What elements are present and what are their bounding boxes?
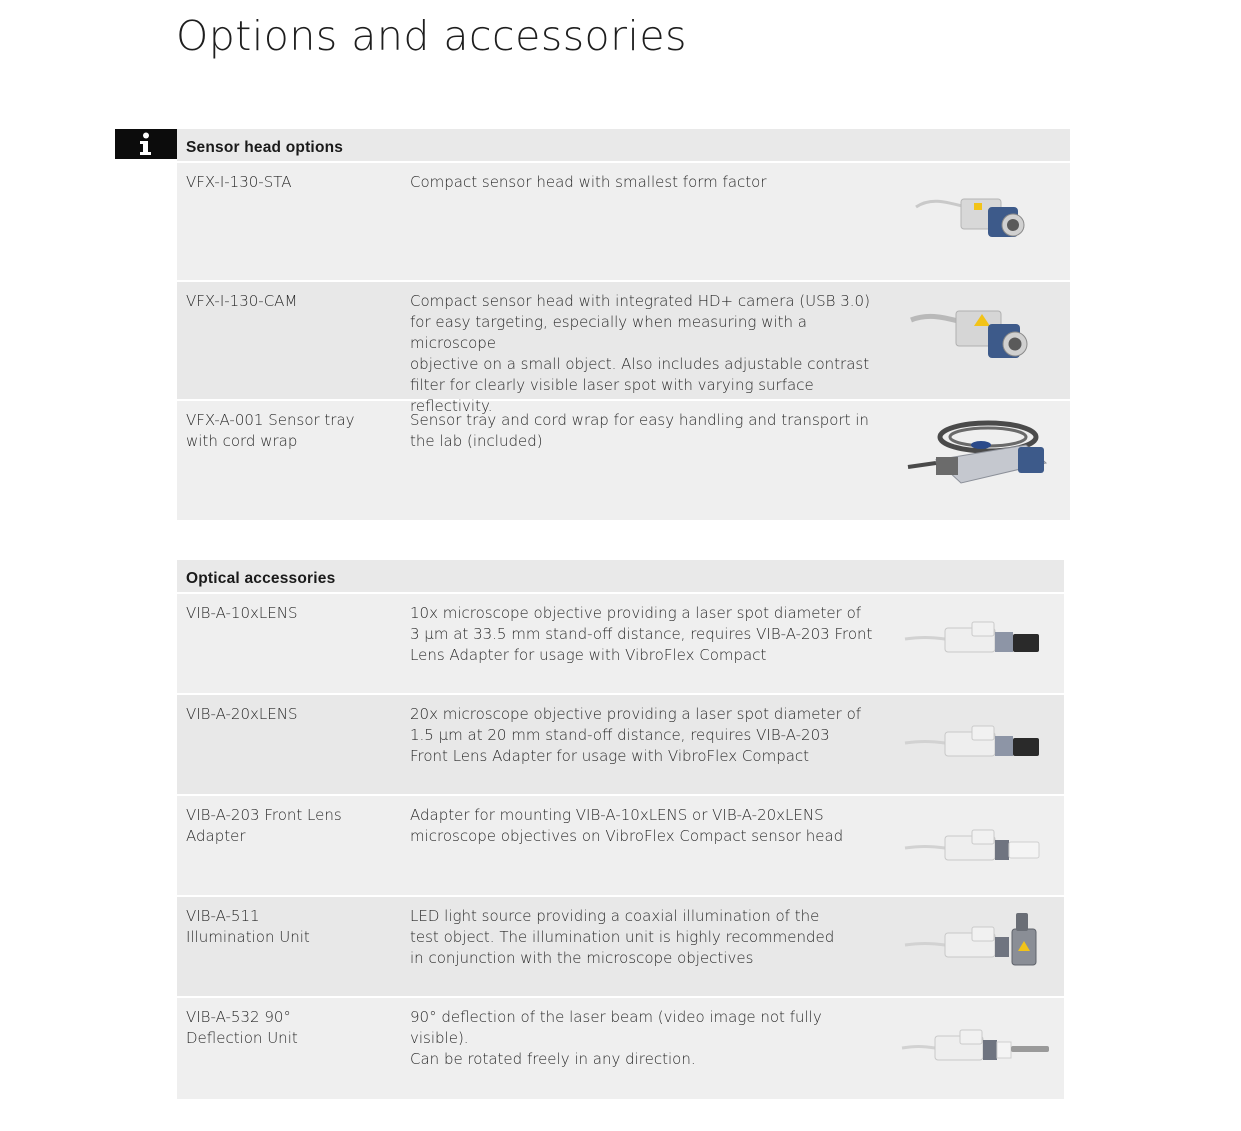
- product-description: 10x microscope objective providing a laser spot diameter of 3 μm at 33.5 mm stand-off distance, requires VIB-A-203 Front Lens Adapter for usage with VibroFlex Compact: [410, 604, 873, 664]
- 10x-lens-image: [900, 604, 1050, 674]
- section-heading: Sensor head options: [186, 139, 344, 156]
- page-title: Options and accessories: [176, 12, 687, 60]
- product-description: 90° deflection of the laser beam (video image not fully visible). Can be rotated freely in any direction.: [410, 1008, 822, 1068]
- sensor-head-cam-image: [906, 296, 1056, 376]
- table-row: [177, 897, 1064, 998]
- illumination-unit-image: [900, 907, 1050, 977]
- table-row: [177, 401, 1070, 520]
- section-heading: Optical accessories: [186, 570, 336, 587]
- front-lens-adapter-image: [900, 806, 1050, 876]
- 20x-lens-image: [900, 705, 1050, 775]
- product-code: VIB-A-532 90° Deflection Unit: [186, 1008, 298, 1047]
- product-code: VFX-I-130-CAM: [186, 292, 298, 310]
- product-code: VIB-A-203 Front Lens Adapter: [186, 806, 342, 845]
- product-code: VIB-A-10xLENS: [186, 604, 298, 622]
- table-row: [177, 594, 1064, 695]
- product-code: VFX-I-130-STA: [186, 173, 292, 191]
- product-description: LED light source providing a coaxial illumination of the test object. The illumination unit is highly recommended in conjunction with the microscope objectives: [410, 907, 835, 967]
- info-badge: [115, 129, 177, 159]
- product-description: Compact sensor head with smallest form factor: [410, 173, 767, 191]
- product-description: Adapter for mounting VIB-A-10xLENS or VIB-A-20xLENS microscope objectives on VibroFlex Compact sensor head: [410, 806, 844, 845]
- section-header: [177, 129, 1070, 163]
- sensor-head-options-table: [177, 129, 1070, 520]
- product-description: Sensor tray and cord wrap for easy handling and transport in the lab (included): [410, 411, 869, 450]
- table-row: [177, 796, 1064, 897]
- product-description: 20x microscope objective providing a laser spot diameter of 1.5 μm at 20 mm stand-off distance, requires VIB-A-203 Front Lens Adapter for usage with VibroFlex Compact: [410, 705, 862, 765]
- product-code: VIB-A-511 Illumination Unit: [186, 907, 310, 946]
- info-icon: [137, 132, 155, 156]
- table-row: [177, 282, 1070, 415]
- product-description: Compact sensor head with integrated HD+ camera (USB 3.0) for easy targeting, especially when measuring with a microscope objective on a small object. Also includes adjustable contrast filter for clearly visible laser spot with varying surface reflectivity.: [410, 292, 870, 415]
- sensor-head-sta-image: [906, 177, 1056, 257]
- deflection-unit-image: [900, 1008, 1050, 1078]
- product-code: VFX-A-001 Sensor tray with cord wrap: [186, 411, 355, 450]
- table-row: [177, 695, 1064, 796]
- product-code: VIB-A-20xLENS: [186, 705, 298, 723]
- section-header: [177, 560, 1064, 594]
- sensor-tray-image: [906, 415, 1056, 495]
- table-row: [177, 998, 1064, 1099]
- table-row: [177, 163, 1070, 282]
- optical-accessories-table: [177, 560, 1064, 1099]
